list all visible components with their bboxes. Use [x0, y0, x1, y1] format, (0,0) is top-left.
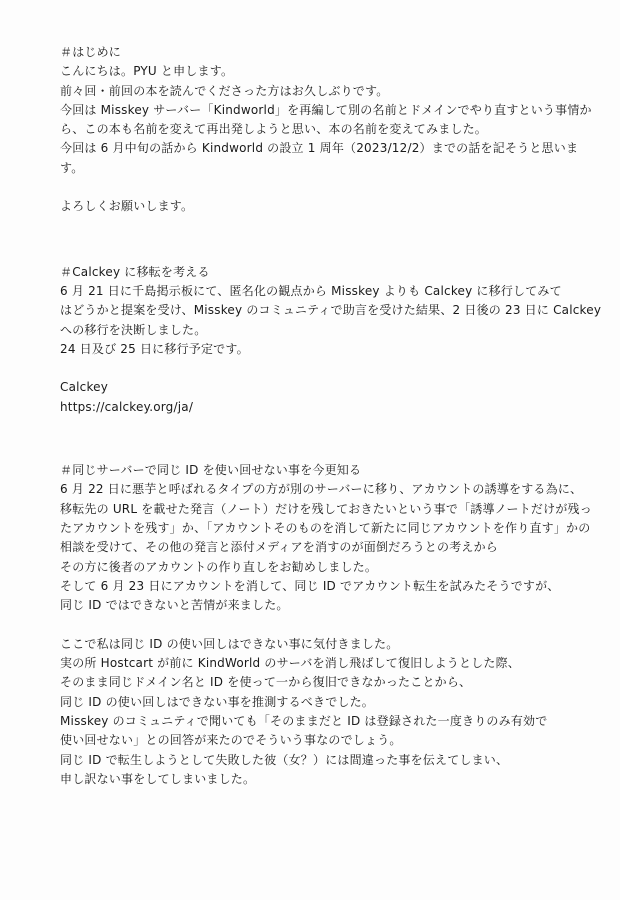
paragraph-line: す。 [60, 160, 84, 175]
section-heading-intro: ＃はじめに [60, 45, 122, 59]
paragraph-line: その方に後者のアカウントの作り直しをお勧めしました。 [60, 559, 378, 574]
paragraph-line: 24 日及び 25 日に移行予定です。 [60, 341, 249, 356]
link-title: Calckey [60, 380, 109, 395]
section-heading-same-id: ＃同じサーバーで同じ ID を使い回せない事を今更知る [60, 463, 362, 478]
paragraph-line: 申し訳ない事をしてしまいました。 [60, 771, 256, 786]
paragraph-line: 移転先の URL を載せた発言（ノート）だけを残しておきたいという事で「誘導ノートだけが残っ [60, 501, 592, 516]
paragraph-line: Misskey のコミュニティで聞いても「そのままだと ID は登録された一度きりのみ有効で [60, 713, 548, 728]
paragraph-line: への移行を決断しました。 [60, 322, 207, 337]
paragraph-line: 同じ ID で転生しようとして失敗した彼（女？）には間違った事を伝えてしまい、 [60, 752, 509, 767]
paragraph-line: たアカウントを残す」か、「アカウントそのものを消して新たに同じアカウントを作り直す」かの [60, 520, 591, 535]
paragraph-line: こんにちは。PYU と申します。 [60, 64, 234, 79]
section-heading-calckey: ＃Calckey に移転を考える [60, 264, 210, 279]
paragraph-line: 前々回・前回の本を読んでくださった方はお久しぶりです。 [60, 83, 389, 98]
paragraph-line: 実の所 Hostcart が前に KindWorld のサーバを消し飛ばして復旧しようとした際、 [60, 656, 520, 671]
closing-line: よろしくお願いします。 [60, 199, 194, 214]
paragraph-line: 使い回せない」との回答が来たのでそういう事なのでしょう。 [60, 733, 402, 748]
paragraph-line: 6 月 21 日に千島掲示板にて、匿名化の観点から Misskey よりも Calckey に移行してみて [60, 283, 562, 298]
paragraph-line: 同じ ID ではできないと苦情が来ました。 [60, 598, 289, 613]
paragraph-line: ここで私は同じ ID の使い回しはできない事に気付きました。 [60, 636, 399, 651]
paragraph-line: そして 6 月 23 日にアカウントを消して、同じ ID でアカウント転生を試みたそうですが、 [60, 578, 560, 593]
paragraph-line: ら、この本も名前を変えて再出発しようと思い、本の名前を変えてみました。 [60, 122, 488, 137]
paragraph-line: 相談を受けて、その他の発言と添付メディアを消すのが面倒だろうとの考えから [60, 540, 499, 555]
paragraph-line: 同じ ID の使い回しはできない事を推測するべきでした。 [60, 694, 375, 709]
document-body [60, 43, 602, 789]
paragraph-line: そのまま同じドメイン名と ID を使って一から復旧できなかったことから、 [60, 675, 472, 690]
paragraph-line: 今回は Misskey サーバー「Kindworld」を再編して別の名前とドメインでやり直すという事情か [60, 102, 592, 117]
link-url: https://calckey.org/ja/ [60, 399, 194, 414]
paragraph-line: 今回は 6 月中旬の話から Kindworld の設立 1 周年（2023/12/2）までの話を記そうと思いま [60, 141, 579, 156]
paragraph-line: はどうかと提案を受け、Misskey のコミュニティで助言を受けた結果、2 日後の 23 日に Calckey [60, 303, 602, 318]
paragraph-line: 6 月 22 日に悪芋と呼ばれるタイプの方が別のサーバーに移り、アカウントの誘導をする為に、 [60, 482, 583, 497]
